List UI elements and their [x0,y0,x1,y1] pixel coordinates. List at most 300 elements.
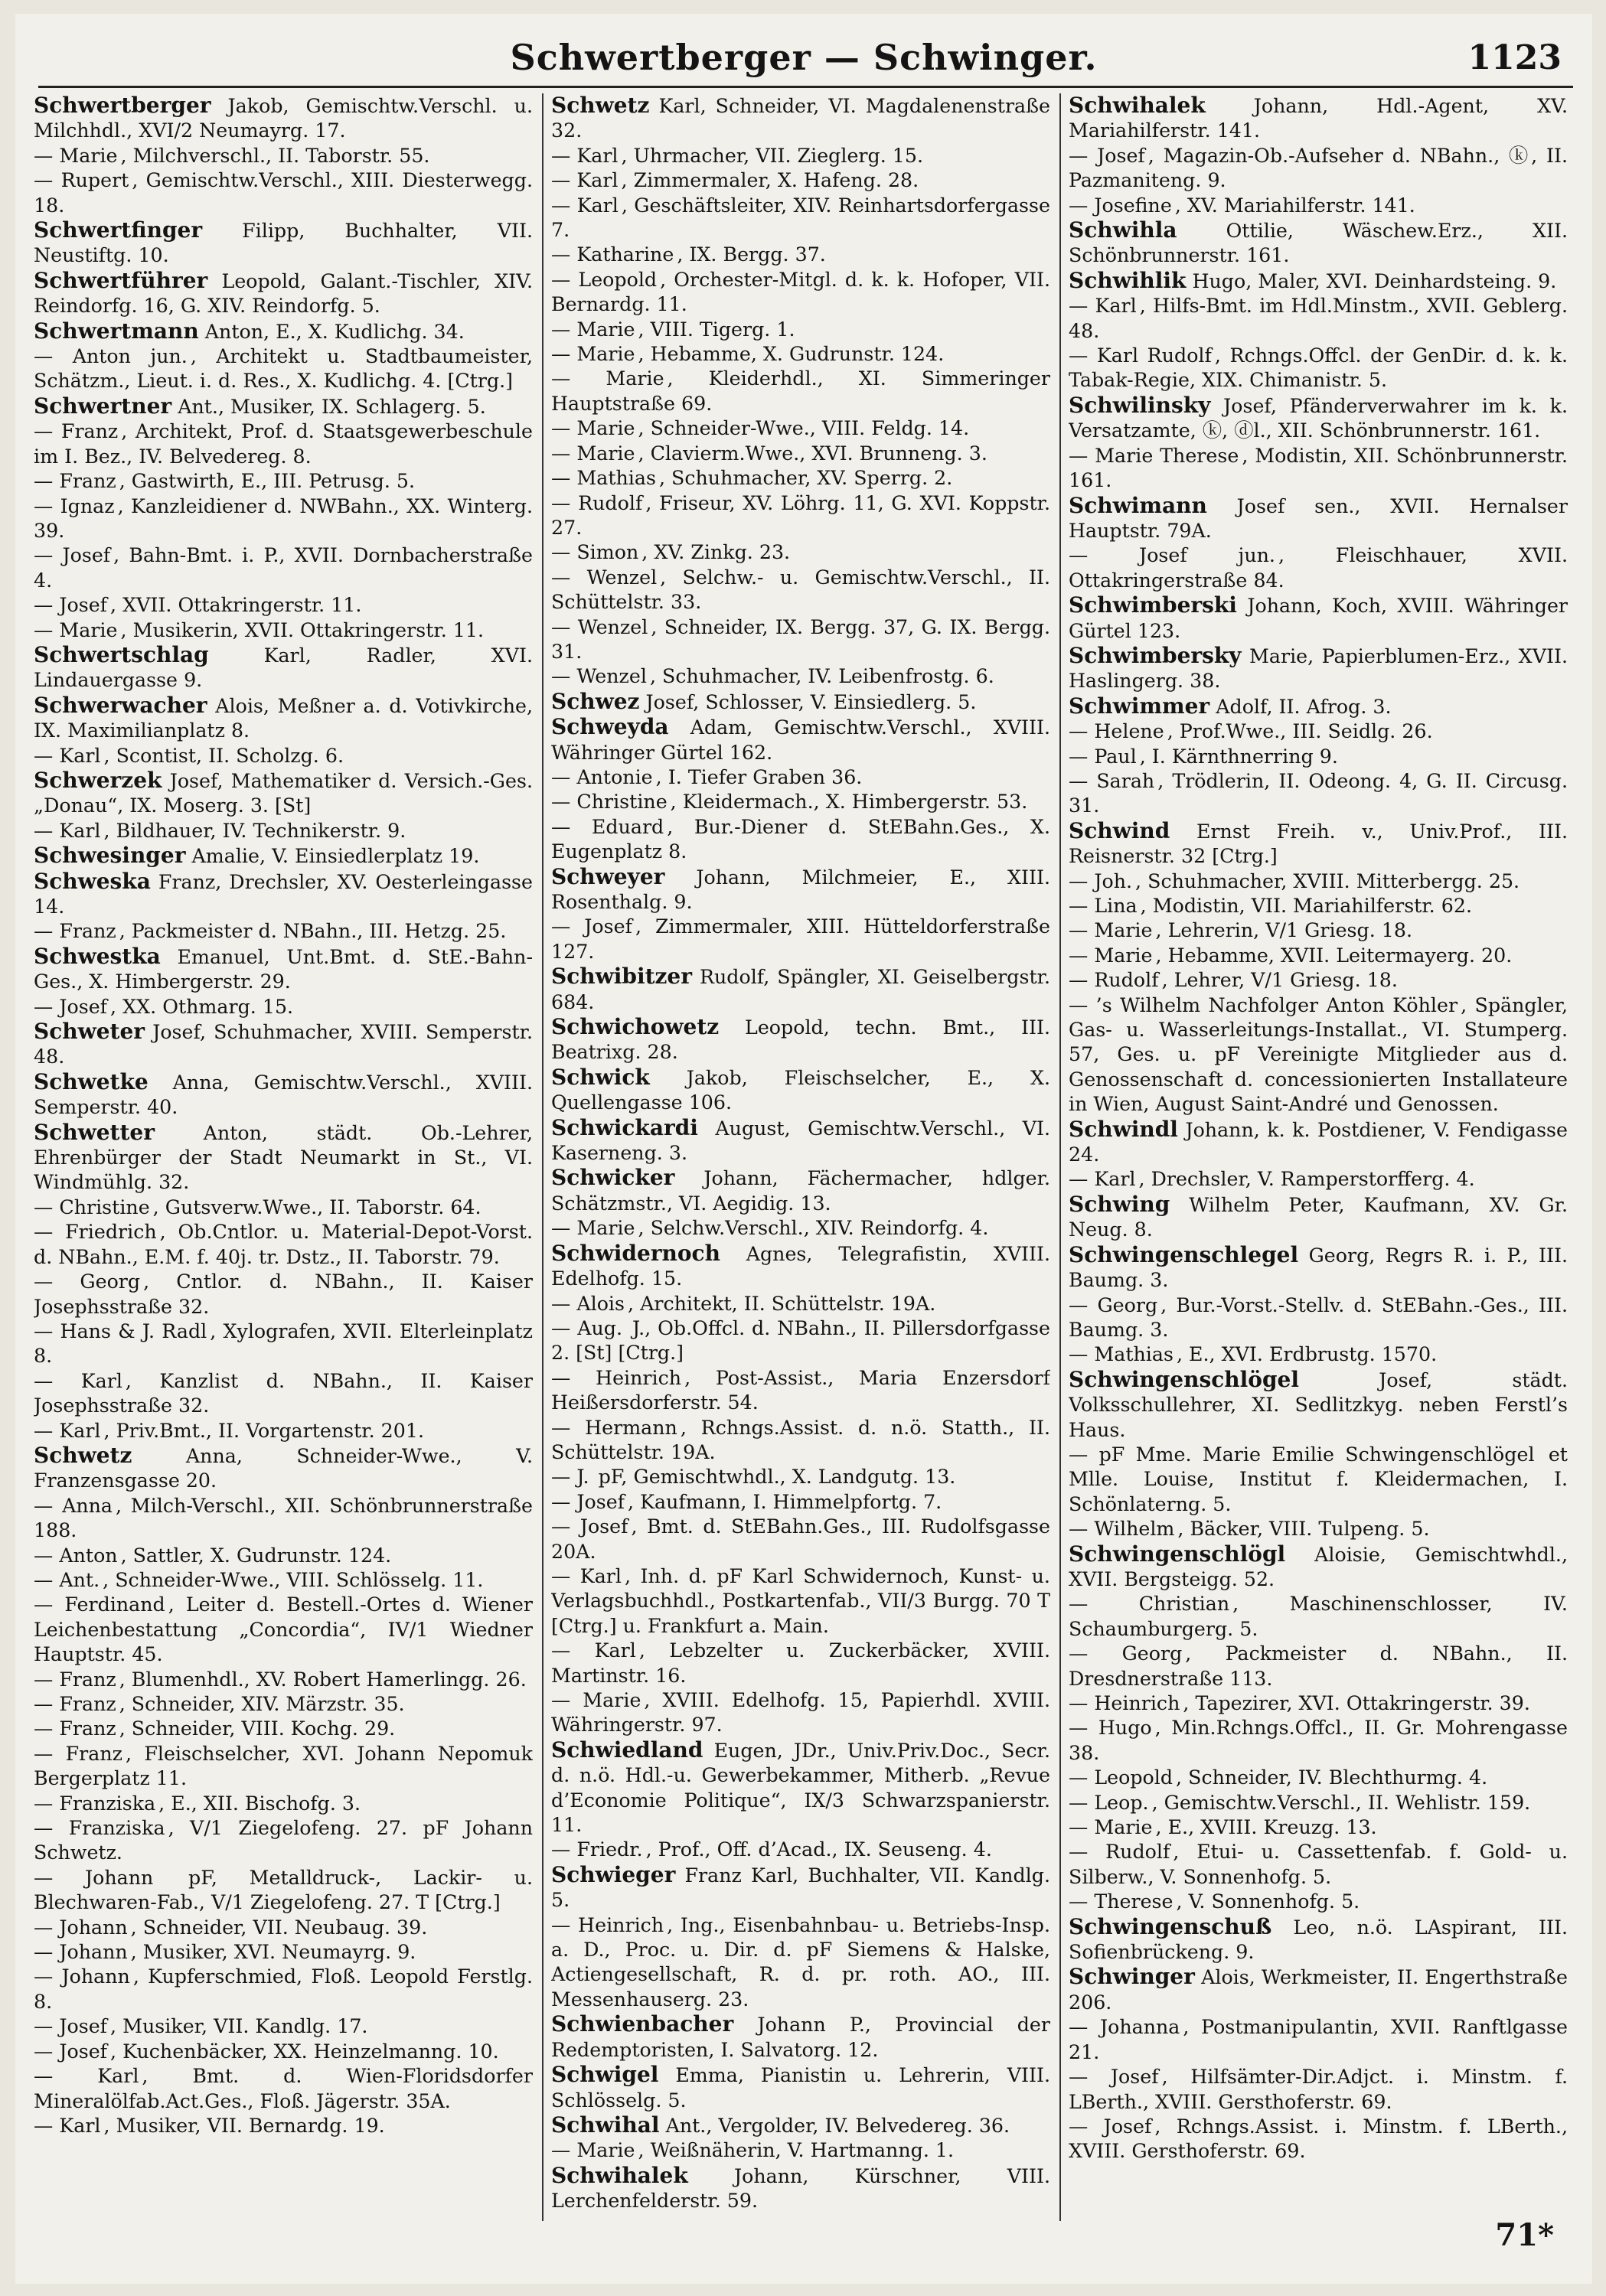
entry-details: Johann, Kürschner, VIII. Lerchenfelderstr. 59. [551,2164,1050,2213]
entry-details: Aloisie, Gemischtwhdl., XVII. Bergsteigg. 52. [1069,1543,1568,1590]
entry-details: Johann, k. k. Postdiener, V. Fendigasse 24. [1069,1118,1568,1166]
entry-details: Ernst Freih. v., Univ.Prof., III. Reisnerstr. 32 [Ctrg.] [1069,820,1568,868]
entry-details: , E., XII. Bischofg. 3. [158,1792,361,1815]
entry-name: — Josef [34,594,108,617]
directory-entry [1069,2115,1568,2164]
entry-details: , Bäcker, VIII. Tulpeng. 5. [1177,1518,1430,1541]
directory-entry [34,1593,533,1667]
entry-details: Johann, Hdl.-Agent, XV. Mariahilferstr. 141. [1069,95,1568,142]
entry-details: , XVII. Ottakringerstr. 11. [110,594,362,617]
entry-details: Josef, Schuhmacher, XVIII. Semperstr. 48. [34,1021,533,1068]
directory-entry-head [34,1120,533,1195]
entry-name: — Marie [551,2139,635,2162]
directory-entry-head [1069,1192,1568,1243]
entry-details: , Ing., Eisenbahnbau- u. Betriebs-Insp. a. D., Proc. u. Dir. d. pF Siemens & Halske, Actiengesellschaft, R. d. pr. roth. AO., III. Messenhauserg. 23. [551,1913,1050,2011]
entry-details: Anton, E., X. Kudlichg. 34. [204,320,465,343]
entry-details: , VIII. Tigerg. 1. [638,318,795,341]
column-2 [551,93,1050,2221]
entry-name: — Aug. [551,1316,623,1339]
entry-name: — Josef jun. [1069,544,1275,567]
entry-details: Emma, Pianistin u. Lehrerin, VIII. Schlösselg. 5. [551,2064,1050,2112]
directory-entry-head [551,2113,1050,2138]
entry-details: , Selchw.- u. Gemischtw.Verschl., II. Schüttelstr. 33. [551,566,1050,614]
entry-details: , Orchester-Mitgl. d. k. k. Hofoper, VII. Bernardg. 11. [551,268,1050,316]
entry-details: Johann P., Provincial der Redemptoristen, I. Salvatorg. 12. [551,2014,1050,2061]
entry-details: , Architekt, II. Schüttelstr. 19A. [628,1292,936,1315]
entry-name: Schwimbersky [1069,642,1242,668]
entry-name: Schwihalek [551,2162,688,2188]
entry-details: Anton, städt. Ob.-Lehrer, Ehrenbürger der Stadt Neumarkt in St., VI. Windmühlg. 32. [34,1121,533,1194]
directory-entry [1069,1840,1568,1890]
directory-entry-head [34,319,533,344]
entry-name: Schwinger [1069,1964,1195,1990]
entry-name: — Georg [1069,1642,1183,1665]
entry-name: Schwihlik [1069,267,1187,293]
directory-entry-head [1069,494,1568,544]
directory-entry [34,1220,533,1270]
entry-details: , Lehrer, V/1 Griesg. 18. [1161,969,1398,992]
entry-details: Josef, Pfänderverwahrer im k. k. Versatzamte, ⓚ, ⓓl., XII. Schönbrunnerstr. 161. [1069,394,1568,442]
entry-details: , Min.Rchngs.Offcl., II. Gr. Mohrengasse 38. [1069,1717,1568,1764]
directory-entry [1069,444,1568,494]
entry-details: , Xylografen, XVII. Elterleinplatz 8. [34,1319,533,1368]
entry-details: , I. Kärnthnerring 9. [1139,745,1338,768]
entry-name: — Marie [551,367,664,390]
entry-details: , Selchw.Verschl., XIV. Reindorfg. 4. [638,1217,989,1240]
entry-details: , Schneider-Wwe., VIII. Schlösselg. 11. [103,1568,484,1591]
directory-entry [1069,769,1568,819]
entry-details: Johann, Koch, XVIII. Währinger Gürtel 123. [1069,595,1568,642]
entry-name: — Karl [1069,1168,1136,1191]
entry-details: , Gutsverw.Wwe., II. Taborstr. 64. [152,1195,481,1218]
entry-details: , Gastwirth, E., III. Petrusg. 5. [119,470,416,493]
entry-name: Schwetz [551,93,650,118]
directory-entry [551,1639,1050,1688]
entry-details: Johann, Fächermacher, hdlger. Schätzmstr., VI. Aegidig. 13. [551,1167,1050,1215]
entry-details: , Hilfsämter-Dir.Adjct. i. Minstm. f. LBerth., XVIII. Gersthoferstr. 69. [1069,2066,1568,2113]
column-divider [542,93,543,2221]
entry-details: , Etui- u. Cassettenfab. f. Gold- u. Silberw., V. Sonnenhofg. 5. [1069,1841,1568,1888]
directory-entry-head [551,1166,1050,1216]
directory-entry [34,1816,533,1866]
directory-entry [34,2040,533,2064]
entry-name: — Anna [34,1494,113,1517]
entry-name: — Franz [34,920,116,943]
entry-details: , Musiker, VII. Bernardg. 19. [103,2114,385,2137]
directory-entry-head [34,1019,533,1070]
entry-details: pF, Gemischtwhdl., X. Landgutg. 13. [592,1466,956,1489]
entry-details: , Schneider-Wwe., VIII. Feldg. 14. [638,417,970,440]
directory-entry [551,268,1050,318]
entry-name: — Franz [34,1668,116,1691]
entry-name: — Karl [34,2114,101,2137]
directory-entry [551,566,1050,615]
entry-details: , Musikerin, XVII. Ottakringerstr. 11. [120,618,485,641]
directory-entry [34,168,533,218]
entry-name: Schwez [551,688,640,714]
entry-details: , Bmt. d. StEBahn.Ges., III. Rudolfsgasse 20A. [551,1515,1050,1563]
entry-details: Anna, Schneider-Wwe., V. Franzensgasse 20. [34,1444,533,1492]
entry-name: Schweska [34,868,151,894]
entry-details: , XV. Zinkg. 23. [641,541,791,564]
directory-entry [551,442,1050,466]
entry-name: — Franz [34,1693,116,1715]
entry-details: , Maschinenschlosser, IV. Schaumburgerg. 5. [1069,1593,1568,1640]
entry-details: Franz, Drechsler, XV. Oesterleingasse 14. [34,870,533,918]
entry-details: , Bmt. d. Wien-Floridsdorfer Mineralölfab.Act.Ges., Floß. Jägerstr. 35A. [34,2065,533,2112]
entry-name: — Franz [34,1717,116,1740]
entry-details: , Tapezirer, XVI. Ottakringerstr. 39. [1183,1692,1530,1714]
entry-details: Alois, Werkmeister, II. Engerthstraße 206. [1069,1966,1568,2014]
entry-details: , Kleiderhdl., XI. Simmeringer Hauptstraße 69. [551,367,1050,415]
directory-entry [1069,2065,1568,2115]
directory-entry [551,664,1050,689]
directory-entry [1069,1167,1568,1192]
directory-entry-head [551,964,1050,1015]
directory-entry [34,2014,533,2039]
entry-name: Schwidernoch [551,1240,720,1266]
directory-entry-head [551,1015,1050,1065]
directory-entry [34,1494,533,1544]
page-header-title: Schwertberger — Schwinger. [510,37,1098,78]
directory-entry-head [1069,819,1568,869]
directory-entry [551,367,1050,416]
entry-name: — Marie [1069,1816,1153,1839]
directory-entry [551,144,1050,168]
directory-entry [34,1668,533,1692]
directory-entry [1069,194,1568,218]
entry-name: — Johann [34,1916,128,1939]
entry-details: Anna, Gemischtw.Verschl., XVIII. Semperstr. 40. [34,1071,533,1119]
directory-entry-head [551,715,1050,765]
entry-name: Schwindl [1069,1116,1178,1142]
entry-details: Rudolf, Spängler, XI. Geiselbergstr. 684. [551,966,1050,1013]
entry-name: Schwerwacher [34,692,207,718]
entry-name: — Karl [34,744,101,767]
entry-details: , Rchngs.Assist. i. Minstm. f. LBerth., XVIII. Gersthoferstr. 69. [1069,2115,1568,2163]
directory-entry-head [551,865,1050,915]
directory-entry-head [1069,269,1568,294]
directory-entry [551,416,1050,441]
entry-name: — Rudolf [1069,969,1159,992]
entry-details: pF, Metalldruck-, Lackir- u. Blechwaren-Fab., V/1 Ziegelofeng. 27. T [Ctrg.] [34,1866,533,1914]
entry-name: — Karl [34,819,101,842]
directory-entry [551,615,1050,665]
entry-details: , Gemischtw.Verschl., XIII. Diesterwegg. 18. [34,169,533,217]
entry-details: , Milch-Verschl., XII. Schönbrunnerstraße 188. [34,1494,533,1542]
directory-entry [34,1319,533,1369]
entry-details: , Bur.-Diener d. StEBahn.Ges., X. Eugenplatz 8. [551,815,1050,863]
entry-name: Schwesinger [34,843,186,869]
entry-name: — Karl [551,144,619,167]
entry-name: — Karl [34,1419,101,1442]
entry-details: , Schuhmacher, XVIII. Mitterbergg. 25. [1135,869,1520,892]
entry-name: — Heinrich [551,1913,664,1936]
directory-entry [551,466,1050,491]
entry-details: Adam, Gemischtw.Verschl., XVIII. Währinger Gürtel 162. [551,716,1050,764]
entry-name: — ’s Wilhelm Nachfolger Anton Köhler [1069,993,1458,1016]
entry-name: — Karl [1069,295,1137,318]
entry-name: — Helene [1069,720,1164,743]
entry-details: , Leiter d. Bestell.-Ortes d. Wiener Leichenbestattung „Concordia“, IV/1 Wiedner Hauptstr. 45. [34,1593,533,1666]
directory-entry [551,1292,1050,1316]
entry-name: — Simon [551,541,639,564]
entry-details: , Schneider, IV. Blechthurmg. 4. [1176,1766,1488,1789]
entry-details: Hugo, Maler, XVI. Deinhardsteing. 9. [1192,269,1557,292]
entry-details: , Rchngs.Offcl. der GenDir. d. k. k. Tabak-Regie, XIX. Chimanistr. 5. [1069,344,1568,392]
directory-entry-head [34,643,533,693]
entry-details: , Prof.Wwe., III. Seidlg. 26. [1167,720,1433,743]
entry-details: , Gemischtw.Verschl., II. Wehlistr. 159. [1151,1791,1531,1814]
entry-name: Schwihalek [1069,93,1206,118]
entry-details: , Trödlerin, II. Odeong. 4, G. II. Circusg. 31. [1069,769,1568,817]
directory-entry [34,995,533,1019]
entry-details: Karl, Radler, XVI. Lindauergasse 9. [34,644,533,692]
entry-details: , Magazin-Ob.-Aufseher d. NBahn., ⓚ, II. Pazmaniteng. 9. [1069,144,1568,192]
entry-details: , Zimmermaler, X. Hafeng. 28. [621,169,919,192]
entry-name: — Ignaz [34,494,115,517]
directory-entry-head [34,93,533,144]
entry-name: — Alois [551,1292,625,1315]
directory-entry [551,1564,1050,1639]
entry-name: — Hans & J. Radl [34,1319,207,1342]
entry-name: Schweyda [551,714,669,740]
entry-name: — Marie [551,343,635,366]
entry-name: — Sarah [1069,769,1155,792]
entry-details: , Sattler, X. Gudrunstr. 124. [120,1544,392,1567]
entry-name: — Josef [1069,2115,1152,2138]
entry-name: — Marie [551,1217,635,1240]
directory-entry [551,1465,1050,1489]
directory-entry [1069,294,1568,344]
entry-details: , XX. Othmarg. 15. [110,995,294,1018]
entry-details: , Fleischhauer, XVII. Ottakringerstraße 84. [1069,544,1568,592]
directory-entry [551,318,1050,342]
entry-details: , Kanzlist d. NBahn., II. Kaiser Josephsstraße 32. [34,1369,533,1417]
directory-entry [34,1692,533,1717]
column-divider [1059,93,1061,2221]
directory-entry-head [34,843,533,869]
entry-name: — Karl Rudolf [1069,344,1212,367]
entry-name: — Marie [551,442,635,465]
entry-details: , Priv.Bmt., II. Vorgartenstr. 201. [103,1419,425,1442]
directory-entry [34,1742,533,1792]
entry-name: — Ferdinand [34,1593,165,1616]
directory-entry-head [1069,218,1568,269]
directory-entry [1069,344,1568,393]
directory-entry [551,1366,1050,1416]
entry-details: , Clavierm.Wwe., XVI. Brunneng. 3. [638,442,987,465]
directory-entry [34,469,533,494]
entry-details: J., Ob.Offcl. d. NBahn., II. Pillersdorfgasse 2. [St] [Ctrg.] [551,1316,1050,1365]
entry-details: Alois, Meßner a. d. Votivkirche, IX. Maximilianplatz 8. [34,694,533,742]
entry-name: Schwihal [551,2112,660,2138]
entry-details: , Schuhmacher, IV. Leibenfrostg. 6. [649,665,994,688]
entry-details: , Kanzleidiener d. NWBahn., XX. Winterg. 39. [34,494,533,542]
entry-name: — Josef [551,915,632,938]
entry-name: — Josef [34,2015,108,2038]
entry-details: Karl, Schneider, VI. Magdalenenstraße 32. [551,95,1050,142]
entry-name: Schwimberski [1069,592,1237,618]
entry-details: Ant., Musiker, IX. Schlagerg. 5. [178,395,486,418]
directory-entry-head [1069,694,1568,719]
directory-entry [551,491,1050,541]
entry-name: — Karl [34,2065,139,2088]
entry-name: Schwicker [551,1165,675,1191]
signature-mark: 71* [1495,2217,1554,2253]
entry-name: Schwickardi [551,1114,698,1140]
entry-name: Schwing [1069,1191,1170,1217]
entry-details: , Hebamme, XVII. Leitermayerg. 20. [1155,944,1513,967]
entry-details: Josef sen., XVII. Hernalser Hauptstr. 79A. [1069,494,1568,542]
directory-entry [551,815,1050,865]
directory-entry-head [1069,1915,1568,1965]
entry-details: Agnes, Telegrafistin, XVIII. Edelhofg. 15. [551,1242,1050,1290]
directory-entry-head [551,2164,1050,2214]
entry-details: , V. Sonnenhofg. 5. [1176,1890,1360,1913]
entry-details: , XV. Mariahilferstr. 141. [1174,194,1415,217]
entry-name: — Rudolf [551,491,643,514]
directory-entry [1069,1691,1568,1716]
entry-name: — Leopold [1069,1766,1173,1789]
entry-name: — Heinrich [1069,1692,1180,1714]
entry-name: — Lina [1069,895,1138,917]
entry-details: , Inh. d. pF Karl Schwidernoch, Kunst- u. Verlagsbuchhdl., Postkartenfab., VII/3 Burgg. 70 T [Ctrg.] u. Frankfurt a. Main. [551,1564,1050,1637]
directory-entry [551,1416,1050,1466]
entry-name: Schwienbacher [551,2011,734,2037]
entry-name: — Rudolf [1069,1841,1170,1864]
entry-details: Jakob, Gemischtw.Verschl. u. Milchhdl., XVI/2 Neumayrg. 17. [34,95,533,142]
entry-name: — Marie [1069,944,1153,967]
entry-name: — Leopold [551,268,658,291]
entry-details: , Bahn-Bmt. i. P., XVII. Dornbacherstraße 4. [34,544,533,592]
entry-details: , Zimmermaler, XIII. Hütteldorferstraße 127. [551,915,1050,963]
entry-name: — Anton [34,1544,118,1567]
directory-entry [551,790,1050,814]
entry-name: — Josef [34,544,111,567]
entry-name: — Georg [34,1270,141,1293]
directory-entry [34,1419,533,1443]
entry-name: Schwimann [1069,492,1207,518]
entry-name: — Marie Therese [1069,444,1239,467]
entry-name: — Marie [1069,919,1153,942]
entry-details: , Musiker, XVI. Neumayrg. 9. [130,1941,416,1964]
entry-details: , Scontist, II. Scholzg. 6. [103,744,344,767]
entry-details: , Packmeister d. NBahn., II. Dresdnerstraße 113. [1069,1642,1568,1690]
directory-entry [34,1792,533,1816]
directory-entry [34,1965,533,2014]
directory-entry [551,1216,1050,1241]
entry-name: — Ant. [34,1568,100,1591]
directory-entry [34,2064,533,2114]
entry-name: Schwihla [1069,217,1177,243]
directory-entry [1069,1642,1568,1691]
entry-details: Amalie, V. Einsiedlerplatz 19. [191,845,480,868]
entry-name: Schweter [34,1019,145,1045]
entry-name: — Marie [34,618,118,641]
directory-entry-head [551,2063,1050,2113]
directory-entry [1069,1517,1568,1541]
entry-details: , Modistin, XII. Schönbrunnerstr. 161. [1069,444,1568,492]
entry-name: — Hermann [551,1416,677,1439]
entry-details: , Fleischselcher, XVI. Johann Nepomuk Bergerplatz 11. [34,1742,533,1790]
entry-name: — Wenzel [551,665,647,688]
directory-entry-head [1069,1368,1568,1443]
directory-entry [1069,1766,1568,1790]
directory-entry [551,540,1050,565]
entry-name: — Franz [34,420,119,443]
directory-entry [1069,1815,1568,1840]
directory-entry-head [34,1443,533,1494]
entry-details: Wilhelm Peter, Kaufmann, XV. Gr. Neug. 8. [1069,1193,1568,1241]
entry-name: — Christian [1069,1593,1230,1616]
entry-details: , Modistin, VII. Mariahilferstr. 62. [1140,895,1472,917]
entry-name: Schwertner [34,393,172,419]
entry-details: August, Gemischtw.Verschl., VI. Kaserneng. 3. [551,1117,1050,1165]
entry-name: — Therese [1069,1890,1173,1913]
directory-entry-head [34,1070,533,1120]
directory-entry [551,1515,1050,1564]
directory-entry [34,919,533,944]
entry-name: — Johann [34,1941,128,1964]
directory-entry [551,243,1050,267]
directory-entry [551,1688,1050,1738]
entry-details: Ottilie, Wäschew.Erz., XII. Schönbrunnerstr. 161. [1069,220,1568,267]
directory-entry-head [1069,1542,1568,1593]
directory-entry-head [1069,1965,1568,2015]
entry-name: — Karl [551,1564,622,1587]
entry-details: , Geschäftsleiter, XIV. Reinhartsdorfergasse 7. [551,194,1050,242]
entry-name: — Josef [34,2040,108,2063]
directory-entry [1069,918,1568,943]
directory-entry [34,819,533,843]
directory-entry [1069,543,1568,593]
entry-name: — Johann [34,1965,130,1988]
entry-details: , Ob.Cntlor. u. Material-Depot-Vorst. d. NBahn., E.M. f. 40j. tr. Dstz., II. Taborstr. 79. [34,1221,533,1268]
entry-name: — Christine [34,1195,150,1218]
entry-name: Schwingenschlögel [1069,1366,1299,1392]
entry-name: — Mathias [1069,1343,1173,1366]
entry-name: — Karl [551,1639,636,1662]
entry-details: , Bur.-Vorst.-Stellv. d. StEBahn.-Ges., III. Baumg. 3. [1069,1293,1568,1341]
entry-details: , Hebamme, X. Gudrunstr. 124. [638,343,945,366]
entry-name: Schwetter [34,1119,155,1145]
entry-name: Schwimmer [1069,693,1210,719]
column-1 [34,93,533,2221]
entry-name: Schwertfinger [34,217,203,243]
directory-entry [551,765,1050,790]
entry-name: — Franziska [34,1792,156,1815]
entry-details: Franz Karl, Buchhalter, VII. Kandlg. 5. [551,1864,1050,1912]
entry-details: , Lehrerin, V/1 Griesg. 18. [1155,919,1413,942]
directory-entry-head [34,269,533,319]
directory-entry [551,168,1050,193]
entry-details: , Uhrmacher, VII. Zieglerg. 15. [621,144,924,167]
directory-entry [34,1866,533,1916]
entry-name: Schwertberger [34,93,211,118]
entry-details: Leo, n.ö. LAspirant, III. Sofienbrückeng. 9. [1069,1916,1568,1964]
entry-name: — Friedrich [34,1221,157,1244]
directory-entry-head [1069,593,1568,644]
entry-details: , Schuhmacher, XV. Sperrg. 2. [658,467,953,490]
entry-name: — Josef [551,1515,628,1538]
entry-name: — Wenzel [551,566,658,589]
directory-entry-head [551,1863,1050,1913]
entry-name: — pF Mme. Marie Emilie Schwingenschlögel [1069,1443,1535,1466]
directory-entry [34,1568,533,1593]
entry-details: Filipp, Buchhalter, VII. Neustiftg. 10. [34,220,533,267]
directory-entry-head [551,690,1050,715]
